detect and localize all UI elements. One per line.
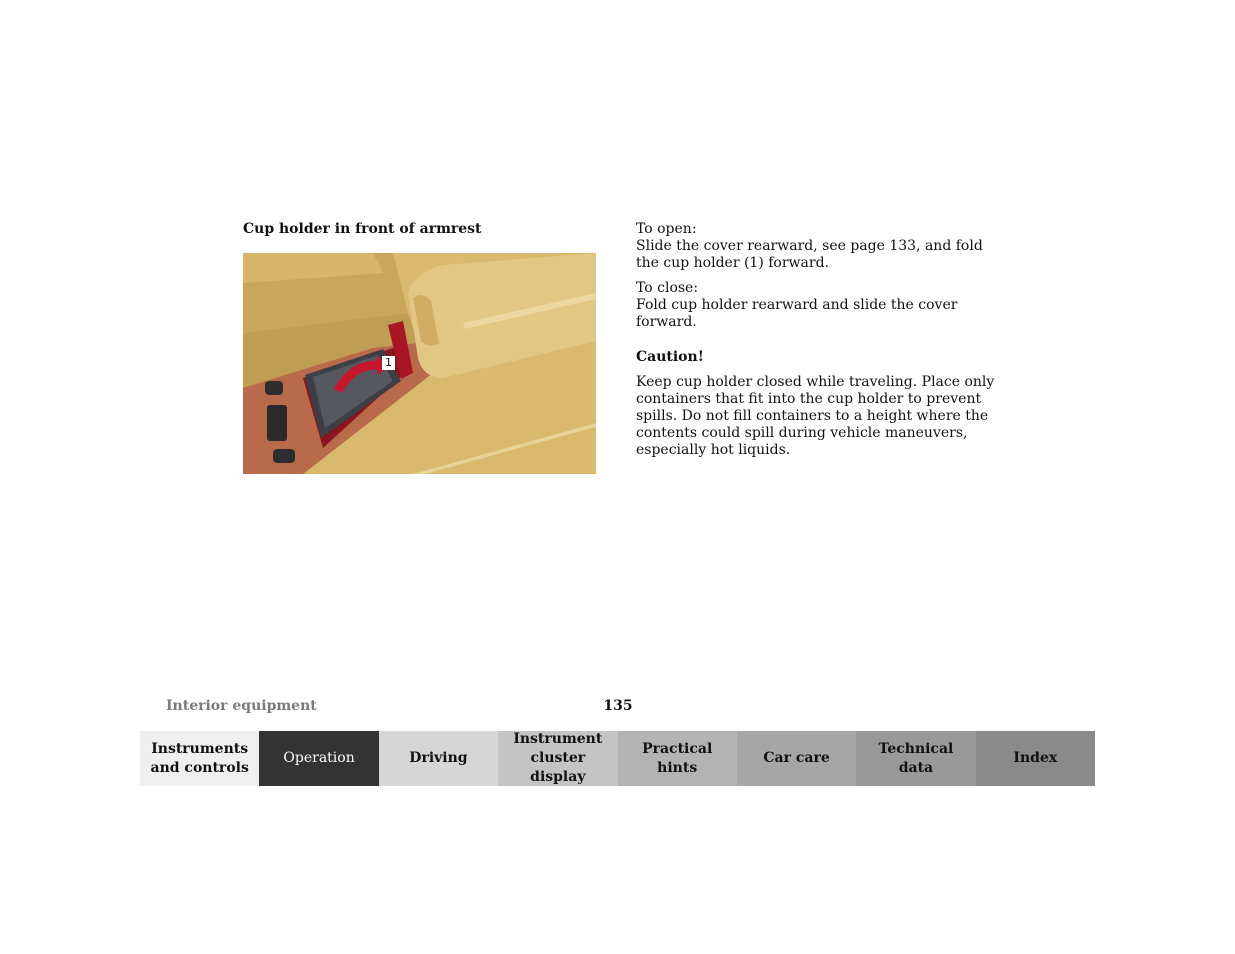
tab-instrument-cluster-display[interactable]: Instrument cluster display xyxy=(498,731,617,786)
open-instruction xyxy=(636,221,998,272)
instructions xyxy=(636,221,998,467)
tab-instruments-and-controls[interactable]: Instruments and controls xyxy=(140,731,259,786)
page-number: 135 xyxy=(603,698,633,714)
close-text: Fold cup holder rearward and slide the cover forward. xyxy=(636,297,958,330)
tab-index[interactable]: Index xyxy=(976,731,1095,786)
caution-title: Caution! xyxy=(636,349,704,365)
tab-technical-data[interactable]: Technical data xyxy=(856,731,975,786)
close-label: To close: xyxy=(636,280,699,296)
section-title: Cup holder in front of armrest xyxy=(243,221,482,237)
tab-practical-hints[interactable]: Practical hints xyxy=(618,731,737,786)
tab-operation[interactable]: Operation xyxy=(259,731,378,786)
cup-holder-illustration xyxy=(243,253,596,474)
open-label: To open: xyxy=(636,221,697,237)
caution-text: Keep cup holder closed while traveling. Place only containers that fit into the cup holder to prevent spills. Do not fill containers to a height where the contents could spill during vehicle maneuvers, especially hot liquids. xyxy=(636,374,995,458)
console-drawing xyxy=(243,253,596,474)
close-instruction xyxy=(636,280,998,331)
chapter-tabs xyxy=(140,731,1095,786)
footer-section-name: Interior equipment xyxy=(166,698,317,714)
open-text: Slide the cover rearward, see page 133, and fold the cup holder (1) forward. xyxy=(636,238,983,271)
tab-car-care[interactable]: Car care xyxy=(737,731,856,786)
figure-callout-1: 1 xyxy=(382,356,395,370)
tab-driving[interactable]: Driving xyxy=(379,731,498,786)
